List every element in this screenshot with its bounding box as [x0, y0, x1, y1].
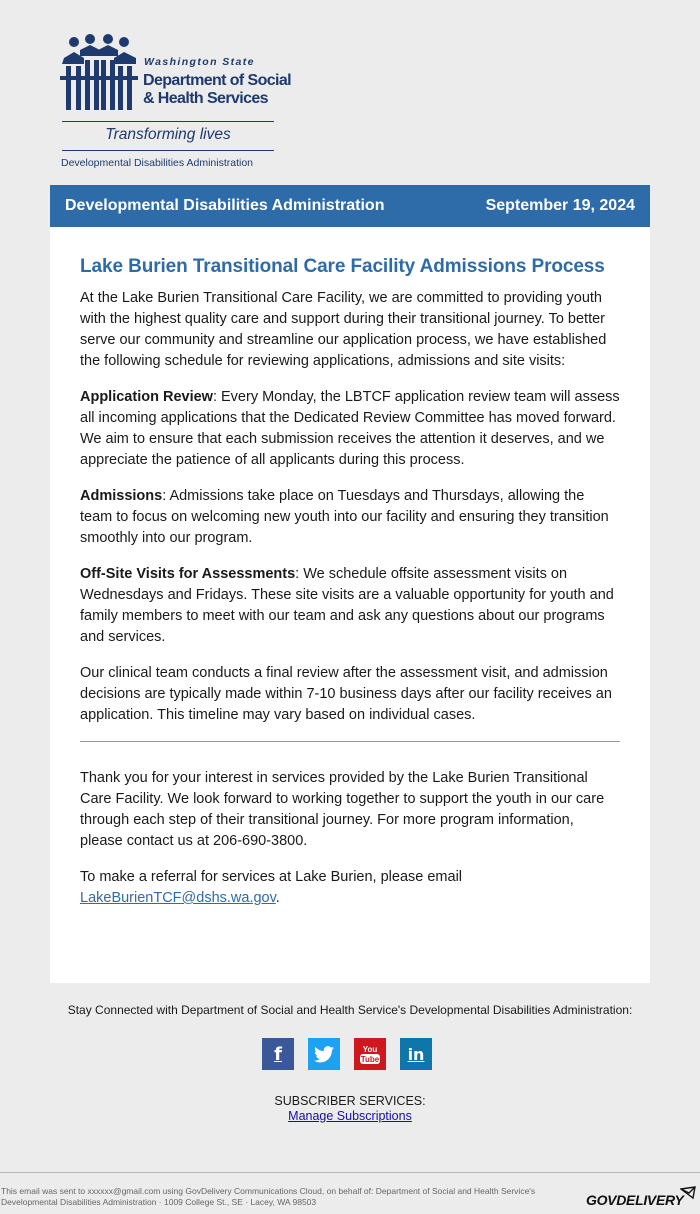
section-body: : Every Monday, the LBTCF application review team will assess all incoming applications that the Dedicated Review Committee has moved forward. We aim to ensure that each submission receives the attention it deserves, and we appreciate the patience of all applicants during this process. — [80, 389, 620, 468]
section-body: : We schedule offsite assessment visits on Wednesdays and Fridays. These site visits are a valuable opportunity for youth and family members to meet with our team and ask any questions about our programs and services. — [80, 566, 614, 645]
subscriber-services — [0, 1094, 700, 1124]
youtube-logo-icon — [358, 1043, 382, 1065]
referral-paragraph — [80, 867, 620, 909]
svg-text:You: You — [362, 1045, 378, 1054]
dshs-people-icon — [60, 34, 138, 112]
referral-email-link[interactable]: LakeBurienTCF@dshs.wa.gov — [80, 890, 276, 906]
dshs-logo[interactable] — [60, 34, 292, 172]
footer-divider — [0, 1172, 700, 1173]
clinical-paragraph: Our clinical team conducts a final review after the assessment visit, and admission decisions are typically made within 7-10 business days after our facility receives an application. This timeline may vary based on individual cases. — [80, 665, 612, 723]
article-title: Lake Burien Transitional Care Facility Admissions Process — [80, 256, 605, 277]
logo-tagline: Transforming lives — [105, 126, 231, 143]
section-heading: Application Review — [80, 389, 213, 405]
newsletter-header-bar — [50, 185, 650, 227]
logo-divider-bottom — [62, 150, 274, 151]
linkedin-icon[interactable] — [400, 1038, 432, 1070]
subscriber-label: SUBSCRIBER SERVICES: — [274, 1094, 426, 1108]
twitter-icon[interactable] — [308, 1038, 340, 1070]
intro-paragraph: At the Lake Burien Transitional Care Facility, we are committed to providing youth with the highest quality care and support during their transitional journey. To better serve our community and streamline our application process, we have established the following schedule for reviewing applications, admissions and site visits: — [80, 290, 607, 369]
referral-text: To make a referral for services at Lake Burien, please email — [80, 869, 463, 885]
header-title: Developmental Disabilities Administration — [65, 197, 385, 214]
govdelivery-logo[interactable] — [584, 1186, 696, 1212]
logo-division: Developmental Disabilities Administration — [61, 157, 254, 169]
govdelivery-wordmark: GOVDELIVERY — [586, 1192, 684, 1208]
section-heading: Off-Site Visits for Assessments — [80, 566, 296, 582]
referral-suffix: . — [275, 890, 280, 906]
thanks-paragraph: Thank you for your interest in services provided by the Lake Burien Transitional Care Facility. We look forward to working together to support the youth in our care through each step of their transitional journey. For more program information, please contact us at 206-690-3800. — [80, 770, 605, 849]
section-heading: Admissions — [80, 488, 163, 504]
manage-subscriptions-link[interactable]: Manage Subscriptions — [288, 1109, 412, 1123]
social-links — [262, 1038, 432, 1070]
offsite-visits-paragraph — [80, 564, 620, 648]
fine-print: This email was sent to xxxxxx@gmail.com using GovDelivery Communications Cloud, on behalf of: Department of Social and Health Service's Developmental Disabilities Administration · 1009 College St., SE · Lacey, WA 98503 — [1, 1186, 536, 1207]
linkedin-glyph: in — [407, 1044, 425, 1064]
facebook-glyph: f — [274, 1043, 282, 1065]
content-divider — [80, 741, 620, 742]
admissions-paragraph — [80, 486, 620, 549]
logo-department-line1: Department of Social — [143, 72, 292, 89]
application-review-paragraph — [80, 387, 620, 471]
logo-department-line2: & Health Services — [143, 90, 268, 107]
logo-state-name: Washington State — [144, 56, 255, 68]
header-date: September 19, 2024 — [485, 197, 635, 214]
envelope-icon — [680, 1186, 696, 1200]
twitter-bird-icon — [314, 1046, 334, 1063]
stay-connected-text: Stay Connected with Department of Social and Health Service's Developmental Disabilities Administration: — [67, 1003, 633, 1017]
youtube-icon[interactable] — [354, 1038, 386, 1070]
facebook-icon[interactable] — [262, 1038, 294, 1070]
logo-divider-top — [62, 121, 274, 122]
article-card — [50, 227, 650, 983]
svg-text:Tube: Tube — [360, 1055, 380, 1064]
section-body: : Admissions take place on Tuesdays and Thursdays, allowing the team to focus on welcoming new youth into our facility and ensuring they transition smoothly into our program. — [80, 488, 609, 546]
